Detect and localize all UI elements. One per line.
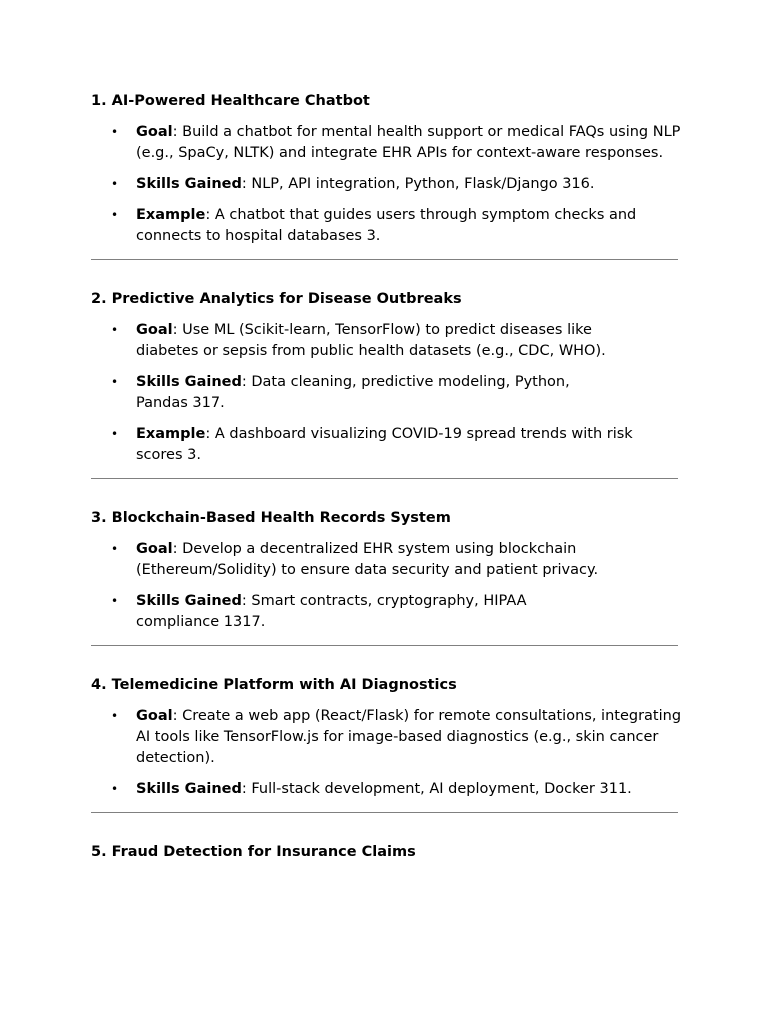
list-item bbox=[91, 205, 671, 247]
list-item bbox=[91, 424, 666, 466]
list-item bbox=[91, 174, 681, 195]
section-title: 3. Blockchain-Based Health Records System bbox=[91, 510, 451, 526]
point-label: Skills Gained bbox=[136, 176, 242, 192]
point-text: : A dashboard visualizing COVID-19 spread trends with risk scores 3. bbox=[136, 426, 633, 463]
section-divider bbox=[91, 478, 678, 479]
list-item bbox=[91, 706, 691, 769]
point-text: : Smart contracts, cryptography, HIPAA compliance 1317. bbox=[136, 593, 527, 630]
bullet-icon: • bbox=[111, 594, 119, 608]
section-divider bbox=[91, 812, 678, 813]
point-label: Skills Gained bbox=[136, 781, 242, 797]
point-text: : Full-stack development, AI deployment, Docker 311. bbox=[241, 781, 632, 797]
point-text: : Use ML (Scikit-learn, TensorFlow) to predict diseases like diabetes or sepsis from public health datasets (e.g., CDC, WHO). bbox=[136, 322, 606, 359]
bullet-icon: • bbox=[111, 125, 119, 139]
list-item bbox=[91, 372, 606, 414]
point-text: : Data cleaning, predictive modeling, Python, Pandas 317. bbox=[136, 374, 570, 411]
point-label: Skills Gained bbox=[136, 593, 242, 609]
point-list bbox=[91, 539, 681, 633]
bullet-icon: • bbox=[111, 427, 119, 441]
point-label: Goal bbox=[136, 708, 173, 724]
document-body bbox=[91, 92, 681, 861]
point-text: : Create a web app (React/Flask) for remote consultations, integrating AI tools like TensorFlow.js for image-based diagnostics (e.g., skin cancer detection). bbox=[136, 708, 682, 766]
project-section-1 bbox=[91, 92, 681, 247]
section-title: 2. Predictive Analytics for Disease Outbreaks bbox=[91, 291, 462, 307]
point-label: Goal bbox=[136, 322, 173, 338]
point-text: : A chatbot that guides users through symptom checks and connects to hospital databases 3. bbox=[136, 207, 637, 244]
project-section-3 bbox=[91, 509, 681, 633]
point-label: Goal bbox=[136, 541, 173, 557]
point-text: : NLP, API integration, Python, Flask/Django 316. bbox=[241, 176, 595, 192]
section-title: 1. AI-Powered Healthcare Chatbot bbox=[91, 93, 370, 109]
point-list bbox=[91, 706, 681, 800]
bullet-icon: • bbox=[111, 782, 119, 796]
point-label: Skills Gained bbox=[136, 374, 242, 390]
project-section-4 bbox=[91, 676, 681, 800]
point-list bbox=[91, 122, 681, 247]
bullet-icon: • bbox=[111, 375, 119, 389]
bullet-icon: • bbox=[111, 709, 119, 723]
section-divider bbox=[91, 645, 678, 646]
section-title: 5. Fraud Detection for Insurance Claims bbox=[91, 844, 416, 860]
point-list bbox=[91, 320, 681, 466]
bullet-icon: • bbox=[111, 208, 119, 222]
project-section-5 bbox=[91, 843, 681, 861]
point-text: : Develop a decentralized EHR system using blockchain (Ethereum/Solidity) to ensure data security and patient privacy. bbox=[136, 541, 599, 578]
section-divider bbox=[91, 259, 678, 260]
bullet-icon: • bbox=[111, 177, 119, 191]
bullet-icon: • bbox=[111, 542, 119, 556]
point-text: : Build a chatbot for mental health support or medical FAQs using NLP (e.g., SpaCy, NLTK) and integrate EHR APIs for context-aware responses. bbox=[136, 124, 681, 161]
list-item bbox=[91, 591, 566, 633]
point-label: Example bbox=[136, 207, 206, 223]
list-item bbox=[91, 320, 646, 362]
point-label: Goal bbox=[136, 124, 173, 140]
project-section-2 bbox=[91, 290, 681, 466]
list-item bbox=[91, 539, 636, 581]
point-label: Example bbox=[136, 426, 206, 442]
section-title: 4. Telemedicine Platform with AI Diagnostics bbox=[91, 677, 457, 693]
list-item bbox=[91, 779, 681, 800]
list-item bbox=[91, 122, 683, 164]
bullet-icon: • bbox=[111, 323, 119, 337]
